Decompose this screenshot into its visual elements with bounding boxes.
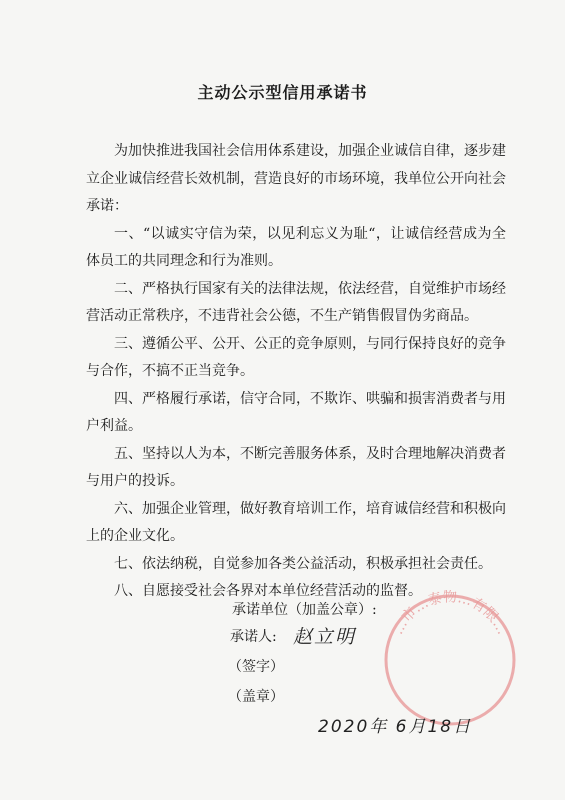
paragraph-4: 四、严格履行承诺，信守合同，不欺诈、哄骗和损害消费者与用户利益。 [86, 390, 506, 434]
seal-text: …市…泰物…有限… [390, 590, 510, 638]
paragraph-7: 七、依法纳税，自觉参加各类公益活动，积极承担社会责任。 [114, 555, 492, 572]
handwritten-signature: 赵立明 [293, 626, 357, 648]
company-seal [380, 590, 520, 730]
person-label: 承诺人: [230, 629, 277, 645]
paragraph-2: 二、严格执行国家有关的法律法规，依法经营，自觉维护市场经营活动正常秩序，不违背社会公德，不生产销售假冒伪劣商品。 [86, 280, 506, 324]
seal-note: （盖章） [228, 689, 284, 705]
unit-label: 承诺单位（加盖公章）: [232, 602, 377, 618]
paragraph-5: 五、坚持以人为本，不断完善服务体系，及时合理地解决消费者与用户的投诉。 [86, 445, 506, 489]
sign-note: （签字） [228, 659, 284, 675]
paragraph-3: 三、遵循公平、公开、公正的竞争原则，与同行保持良好的竞争与合作，不搞不正当竞争。 [86, 335, 506, 379]
document-body [86, 138, 506, 606]
paragraph-8: 八、自愿接受社会各界对本单位经营活动的监督。 [114, 583, 422, 599]
paragraph-1: 一、“以诚实守信为荣，以见利忘义为耻“，让诚信经营成为全体员工的共同理念和行为准则。 [86, 225, 506, 269]
handwritten-date: 2020年 6月18日 [318, 717, 473, 737]
document-title: 主动公示型信用承诺书 [197, 83, 368, 102]
paragraph-intro: 为加快推进我国社会信用体系建设，加强企业诚信自律，逐步建立企业诚信经营长效机制，营造良好的市场环境，我单位公开向社会承诺： [86, 143, 506, 214]
paragraph-6: 六、加强企业管理，做好教育培训工作，培育诚信经营和积极向上的企业文化。 [86, 500, 506, 544]
